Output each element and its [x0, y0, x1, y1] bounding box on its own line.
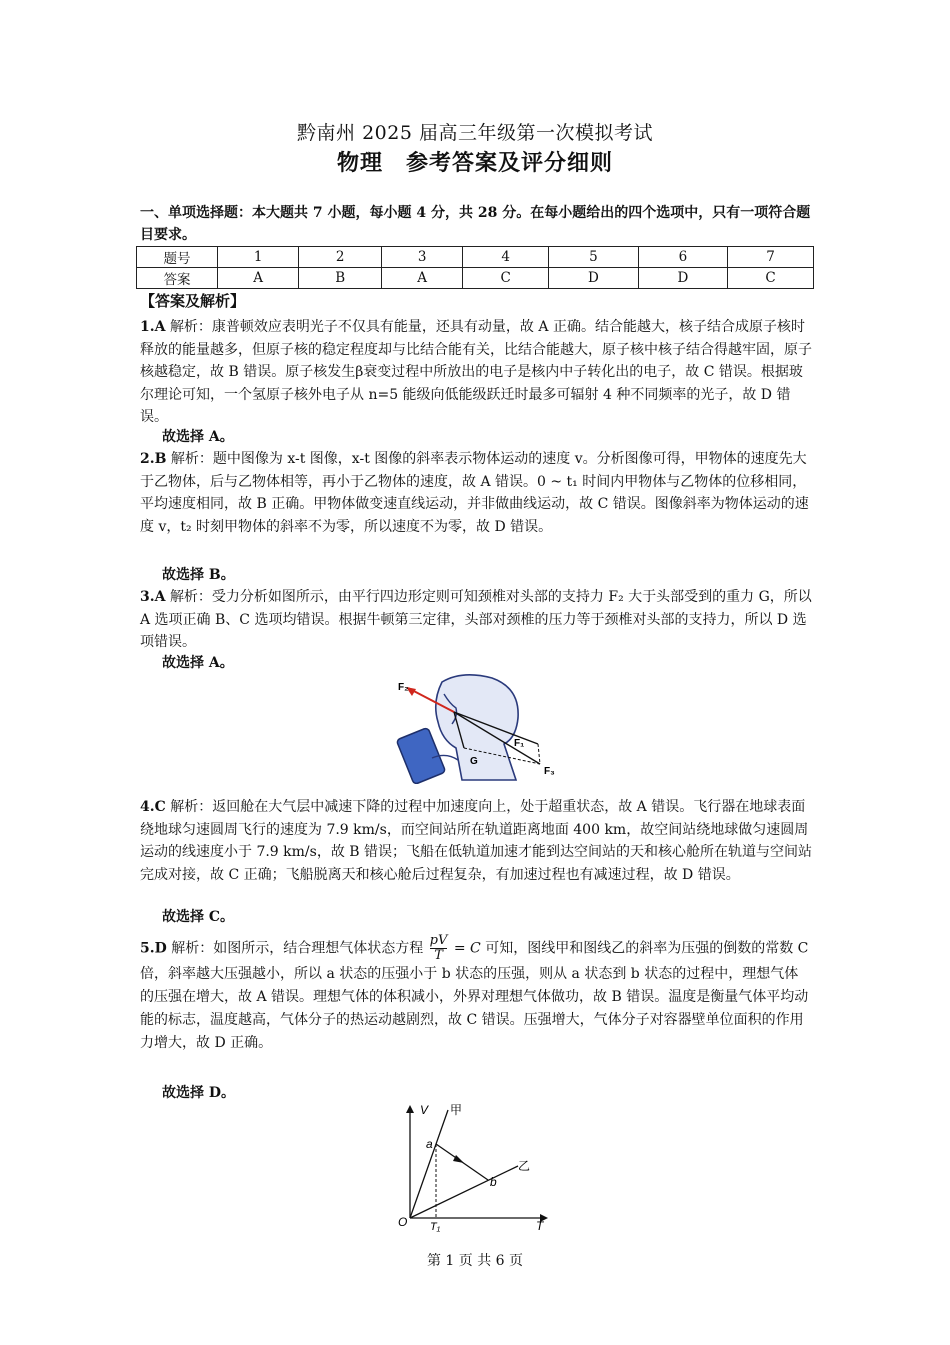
answer-table: [136, 246, 814, 289]
question-number: 3.A: [140, 589, 166, 605]
question-number: 2.B: [140, 451, 167, 467]
label-t: T: [536, 1219, 544, 1232]
question-4: [140, 796, 812, 886]
label-v: V: [420, 1103, 429, 1117]
page-footer: 第 1 页 共 6 页: [426, 1253, 524, 1269]
label-b: b: [490, 1175, 497, 1189]
table-cell: 1: [218, 247, 299, 268]
table-cell: C: [728, 268, 814, 289]
question-5-conclusion: 故选择 D。: [162, 1085, 236, 1101]
question-number: 4.C: [140, 799, 166, 815]
row-label: 题号: [137, 247, 218, 268]
table-cell: D: [549, 268, 639, 289]
label-g: G: [470, 756, 478, 767]
table-cell: 7: [728, 247, 814, 268]
question-3: [140, 586, 812, 654]
question-4-conclusion: 故选择 C。: [162, 909, 235, 925]
label-jia: 甲: [450, 1103, 463, 1117]
table-cell: A: [381, 268, 462, 289]
table-cell: 5: [549, 247, 639, 268]
question-number: 5.D: [140, 940, 167, 957]
label-o: O: [398, 1215, 408, 1229]
question-5: [140, 934, 812, 1055]
table-cell: B: [299, 268, 382, 289]
formula-denominator: T: [434, 948, 443, 963]
table-cell: 2: [299, 247, 382, 268]
label-f3: F₃: [544, 766, 555, 777]
question-text: 解析：康普顿效应表明光子不仅具有能量，还具有动量，故 A 正确。结合能越大，核子结合成原子核时释放的能量越多，但原子核的稳定程度却与比结合能有关，比结合能越大，原子核中核子结合得越牢固，原子核越稳定，故 B 错误。原子核发生β衰变过程中所放出的电子是核内中子转化出的电子，故 C 错误。根据玻尔理论可知，一个氢原子核外电子从 n=5 能级向低能级跃迁时最多可辐射 4 种不同频率的光子，故 D 错误。: [140, 319, 812, 425]
question-2-conclusion: 故选择 B。: [162, 567, 235, 583]
answer-table-row-answers: [137, 268, 814, 289]
table-cell: A: [218, 268, 299, 289]
label-a: a: [426, 1137, 433, 1151]
question-3-conclusion: 故选择 A。: [162, 655, 234, 671]
question-1-conclusion: 故选择 A。: [162, 429, 234, 445]
label-f1: F₁: [514, 738, 525, 749]
question-text: 解析：题中图像为 x-t 图像，x-t 图像的斜率表示物体运动的速度 v。分析图像可得，甲物体的速度先大于乙物体，后与乙物体相等，再小于乙物体的速度，故 A 错误。0 ~ t₁ 时间内甲物体与乙物体的位移相同，平均速度相同，故 B 正确。甲物体做变速直线运动，并非做曲线运动，故 C 错误。图像斜率为物体运动的速度 v，t₂ 时刻甲物体的斜率不为零，所以速度不为零，故 D 错误。: [140, 451, 809, 535]
question-text: 可知，图线甲和图线乙的斜率为压强的倒数的常数 C 倍，斜率越大压强越小，所以 a 状态的压强小于 b 状态的压强，则从 a 状态到 b 状态的过程中，理想气体的压强在增大，故 A 错误。理想气体的体积减小，外界对理想气体做功，故 B 错误。温度是衡量气体平均动能的标志，温度越高，气体分子的热运动越剧烈，故 C 错误。压强增大，气体分子对容器壁单位面积的作用力增大，故 D 正确。: [140, 940, 809, 1051]
formula-numerator: pV: [429, 933, 448, 948]
question-text: 解析：返回舱在大气层中减速下降的过程中加速度向上，处于超重状态，故 A 错误。飞行器在地球表面绕地球匀速圆周飞行的速度为 7.9 km/s，而空间站所在轨道距离地面 400 km，故空间站绕地球做匀速圆周运动的线速度小于 7.9 km/s，故 B 错误；飞船在低轨道加速才能到达空间站的天和核心舱所在轨道与空间站完成对接，故 C 正确；飞船脱离天和核心舱后过程复杂，有加速过程也有减速过程，故 D 错误。: [140, 799, 813, 883]
parallelogram-side: [538, 744, 540, 764]
formula-fraction: [430, 934, 448, 963]
vt-graph-figure: [390, 1100, 560, 1232]
analysis-header: 【答案及解析】: [140, 292, 246, 310]
question-text: 解析：如图所示，结合理想气体状态方程: [171, 940, 424, 957]
exam-title: 黔南州 2025 届高三年级第一次模拟考试: [297, 122, 653, 144]
row-label: 答案: [137, 268, 218, 289]
answer-table-row-numbers: [137, 247, 814, 268]
v-axis-arrow: [406, 1105, 414, 1113]
table-cell: 4: [463, 247, 549, 268]
question-text: 解析：受力分析如图所示，由平行四边形定则可知颈椎对头部的支持力 F₂ 大于头部受到的重力 G，所以 A 选项正确 B、C 选项均错误。根据牛顿第三定律，头部对颈椎的压力等于颈椎对头部的支持力，所以 D 选项错误。: [140, 589, 812, 650]
section-heading: 一、单项选择题：本大题共 7 小题，每小题 4 分，共 28 分。在每小题给出的四个选项中，只有一项符合题目要求。: [140, 205, 811, 243]
label-f2: F₂: [398, 682, 409, 693]
neck-force-figure: [392, 672, 568, 784]
formula-rhs: = C: [453, 940, 481, 957]
table-cell: 3: [381, 247, 462, 268]
table-cell: C: [463, 268, 549, 289]
question-1: [140, 316, 812, 429]
question-2: [140, 448, 812, 538]
table-cell: 6: [638, 247, 728, 268]
question-number: 1.A: [140, 319, 166, 335]
table-cell: D: [638, 268, 728, 289]
label-t1: T₁: [430, 1221, 441, 1232]
label-yi: 乙: [518, 1159, 531, 1173]
exam-subtitle: 物理 参考答案及评分细则: [336, 150, 613, 176]
